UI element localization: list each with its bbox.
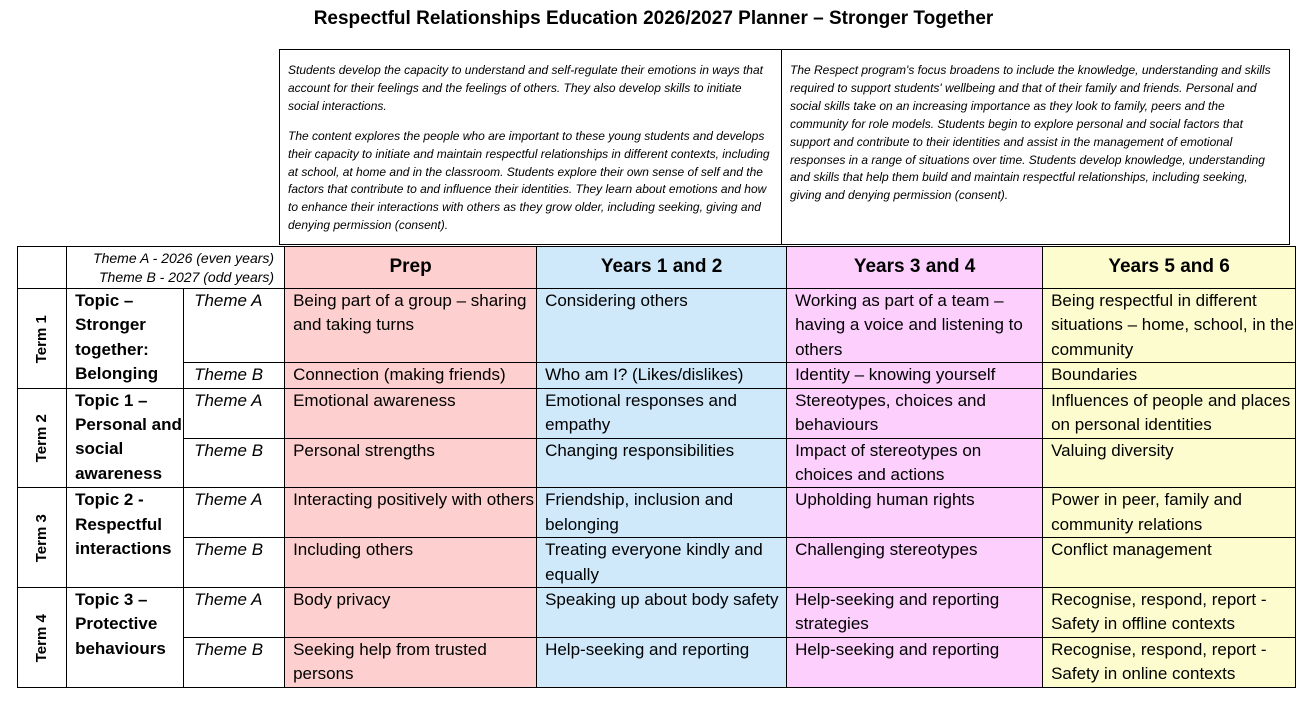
theme-legend xyxy=(67,247,285,289)
table-row xyxy=(18,289,1296,363)
theme-cell: Theme A xyxy=(184,388,285,438)
theme-cell: Theme A xyxy=(184,289,285,363)
theme-a-legend: Theme A - 2026 (even years) xyxy=(93,250,275,266)
years-3-4-cell: Help-seeking and reporting xyxy=(787,638,1043,688)
table-row xyxy=(18,388,1296,438)
prep-cell: Including others xyxy=(285,538,537,588)
years-1-2-cell: Considering others xyxy=(537,289,787,363)
prep-cell: Emotional awareness xyxy=(285,388,537,438)
theme-cell: Theme A xyxy=(184,588,285,638)
years-5-6-cell: Power in peer, family and community relations xyxy=(1043,488,1296,538)
table-row xyxy=(18,438,1296,488)
years-3-4-cell: Identity – knowing yourself xyxy=(787,363,1043,388)
description-prep-y2 xyxy=(279,49,782,245)
header-prep: Prep xyxy=(285,247,537,289)
years-3-4-cell: Impact of stereotypes on choices and actions xyxy=(787,438,1043,488)
years-5-6-cell: Recognise, respond, report - Safety in offline contexts xyxy=(1043,588,1296,638)
years-5-6-cell: Influences of people and places on personal identities xyxy=(1043,388,1296,438)
years-5-6-cell: Conflict management xyxy=(1043,538,1296,588)
table-row xyxy=(18,488,1296,538)
years-3-4-cell: Help-seeking and reporting strategies xyxy=(787,588,1043,638)
description-paragraph-2: The content explores the people who are important to these young students and develops their capacity to initiate and maintain respectful relationships in different contexts, including at school, at home and in the classroom. Students explore their own sense of self and the factors that contribute to and influence their identities. They learn about emotions and how to enhance their interactions with others as they grow older, including seeking, giving and denying permission (consent). xyxy=(288,128,770,233)
table-row xyxy=(18,588,1296,638)
years-1-2-cell: Emotional responses and empathy xyxy=(537,388,787,438)
description-y3-y6 xyxy=(781,49,1290,245)
theme-cell: Theme B xyxy=(184,638,285,688)
years-5-6-cell: Being respectful in different situations – home, school, in the community xyxy=(1043,289,1296,363)
topic-cell: Topic 3 – Protective behaviours xyxy=(67,588,184,688)
years-5-6-cell: Boundaries xyxy=(1043,363,1296,388)
theme-cell: Theme A xyxy=(184,488,285,538)
years-3-4-cell: Challenging stereotypes xyxy=(787,538,1043,588)
years-3-4-cell: Working as part of a team – having a voice and listening to others xyxy=(787,289,1043,363)
header-years-5-6: Years 5 and 6 xyxy=(1043,247,1296,289)
prep-cell: Connection (making friends) xyxy=(285,363,537,388)
header-years-1-2: Years 1 and 2 xyxy=(537,247,787,289)
table-row xyxy=(18,363,1296,388)
term-label: Term 1 xyxy=(18,289,67,389)
theme-b-legend: Theme B - 2027 (odd years) xyxy=(98,269,275,285)
years-1-2-cell: Who am I? (Likes/dislikes) xyxy=(537,363,787,388)
topic-cell: Topic – Stronger together: Belonging xyxy=(67,289,184,389)
prep-cell: Seeking help from trusted persons xyxy=(285,638,537,688)
term-label: Term 2 xyxy=(18,388,67,488)
header-empty-cell xyxy=(18,247,67,289)
topic-cell: Topic 1 – Personal and social awareness xyxy=(67,388,184,488)
prep-cell: Being part of a group – sharing and taking turns xyxy=(285,289,537,363)
table-row xyxy=(18,638,1296,688)
years-5-6-cell: Recognise, respond, report - Safety in online contexts xyxy=(1043,638,1296,688)
years-1-2-cell: Help-seeking and reporting xyxy=(537,638,787,688)
description-paragraph-1: Students develop the capacity to understand and self-regulate their emotions in ways that account for their feelings and the feelings of others. They also develop skills to initiate social interactions. xyxy=(288,63,763,113)
years-3-4-cell: Upholding human rights xyxy=(787,488,1043,538)
years-3-4-cell: Stereotypes, choices and behaviours xyxy=(787,388,1043,438)
prep-cell: Body privacy xyxy=(285,588,537,638)
years-1-2-cell: Friendship, inclusion and belonging xyxy=(537,488,787,538)
theme-cell: Theme B xyxy=(184,438,285,488)
term-label: Term 3 xyxy=(18,488,67,588)
prep-cell: Interacting positively with others xyxy=(285,488,537,538)
page-title: Respectful Relationships Education 2026/2027 Planner – Stronger Together xyxy=(313,8,994,29)
theme-cell: Theme B xyxy=(184,363,285,388)
years-1-2-cell: Treating everyone kindly and equally xyxy=(537,538,787,588)
term-label: Term 4 xyxy=(18,588,67,688)
table-row xyxy=(18,538,1296,588)
planner-table xyxy=(17,246,1296,688)
theme-cell: Theme B xyxy=(184,538,285,588)
topic-cell: Topic 2 - Respectful interactions xyxy=(67,488,184,588)
header-years-3-4: Years 3 and 4 xyxy=(787,247,1043,289)
prep-cell: Personal strengths xyxy=(285,438,537,488)
years-1-2-cell: Speaking up about body safety xyxy=(537,588,787,638)
years-1-2-cell: Changing responsibilities xyxy=(537,438,787,488)
description-paragraph-3: The Respect program's focus broadens to include the knowledge, understanding and skills required to support students' wellbeing and that of their family and friends. Personal and social skills take on an increasing importance as they look to family, peers and the community for role models. Students begin to explore personal and social factors that support and contribute to their identities and assist in the management of emotional responses in a range of situations over time. Students develop knowledge, understanding and skills that help them build and maintain respectful relationships, including seeking, giving and denying permission (consent). xyxy=(790,63,1271,203)
years-5-6-cell: Valuing diversity xyxy=(1043,438,1296,488)
header-row xyxy=(18,247,1296,289)
